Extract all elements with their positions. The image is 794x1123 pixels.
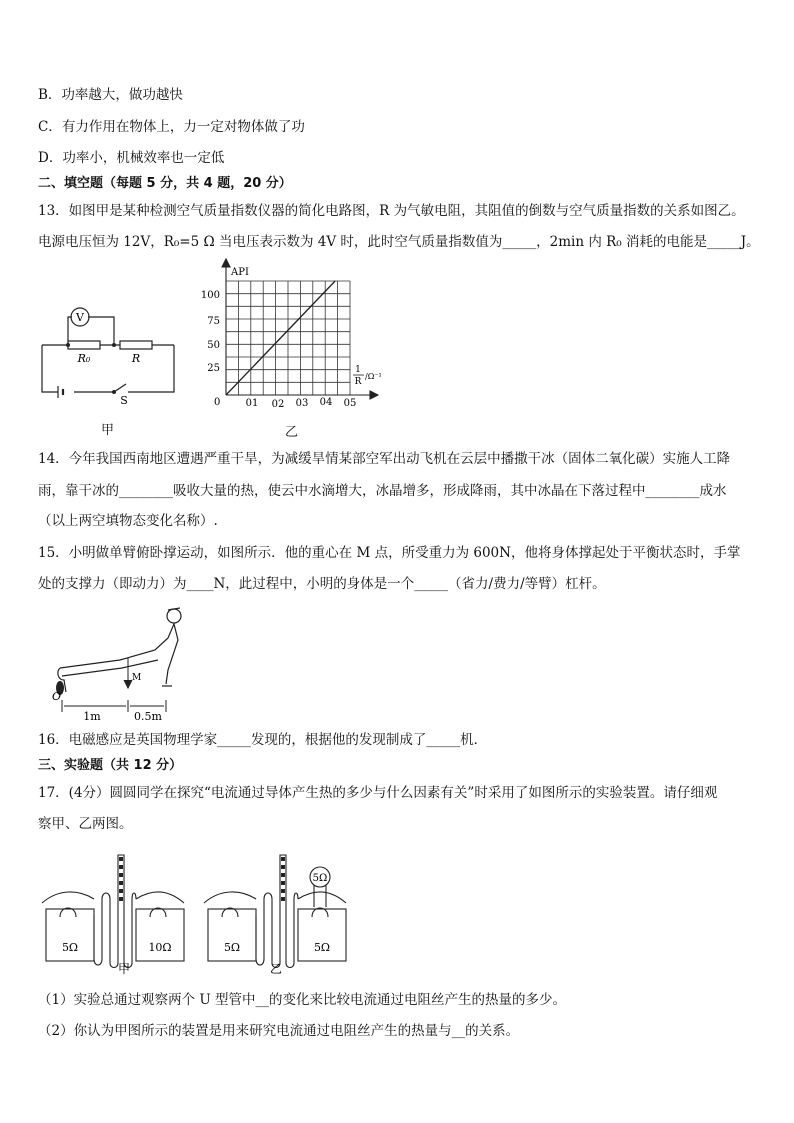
experiment-a-caption: 甲: [117, 962, 131, 976]
q17-line2: 察甲、乙两图。: [38, 816, 133, 832]
q14-line1: 14．今年我国西南地区遭遇严重干旱，为减缓旱情某部空军出动飞机在云层中播撒干冰（固体二氧化碳）实施人工降: [38, 451, 731, 467]
experiment-figure-b: [200, 845, 350, 980]
x-label-numerator: 1: [355, 365, 361, 375]
x-label-denominator: R: [354, 377, 362, 387]
graph-caption: 乙: [285, 425, 299, 440]
switch-label: S: [120, 394, 128, 407]
pushup-figure: [50, 600, 200, 720]
y-tick-100: 100: [200, 290, 220, 301]
q15-line2: 处的支撑力（即动力）为____N，此过程中，小明的身体是一个_____（省力/费力/等臂）杠杆。: [38, 576, 606, 592]
option-d: D．功率小，机械效率也一定低: [38, 150, 225, 166]
y-tick-50: 50: [207, 340, 220, 351]
experiment-figure-a: [38, 845, 188, 980]
option-c: C．有力作用在物体上，力一定对物体做了功: [38, 119, 305, 135]
y-tick-75: 75: [207, 316, 220, 327]
graph-grid: [226, 281, 350, 395]
y-axis-label: API: [231, 267, 249, 278]
q13-line1: 13．如图甲是某种检测空气质量指数仪器的简化电路图，R 为气敏电阻，其阻值的倒数与空气质量指数的关系如图乙。: [38, 203, 745, 219]
voltmeter-label: V: [76, 311, 84, 324]
center-label: M: [132, 673, 142, 683]
series-line: [226, 281, 335, 395]
pivot-label: O: [52, 690, 62, 703]
r-label: R: [131, 352, 141, 365]
circuit-caption: 甲: [101, 423, 115, 438]
section-experiment-heading: 三、实验题（共 12 分）: [38, 758, 183, 773]
resistor-b-left: 5Ω: [223, 941, 241, 954]
x-label-unit: /Ω⁻¹: [365, 372, 382, 381]
x-tick-01: 01: [245, 398, 259, 409]
resistor-b-extra: 5Ω: [312, 873, 328, 884]
option-b: B．功率越大，做功越快: [38, 87, 183, 103]
q17-line1: 17．(4分）圆圆同学在探究“电流通过导体产生热的多少与什么因素有关”时采用了如图所示的实验装置。请仔细观: [38, 785, 718, 801]
resistor-a-right: 10Ω: [148, 941, 172, 954]
x-tick-05: 05: [343, 398, 357, 409]
circuit-diagram: [38, 300, 178, 410]
q17-sub1: （1）实验总通过观察两个 U 型管中__的变化来比较电流通过电阻丝产生的热量的多少。: [38, 992, 567, 1008]
origin-label: 0: [214, 397, 221, 408]
resistor-a-left: 5Ω: [61, 941, 79, 954]
q14-line2: 雨，靠干冰的________吸收大量的热，使云中水滴增大，冰晶增多，形成降雨，其中冰晶在下落过程中________成水: [38, 483, 727, 499]
api-graph: [198, 255, 388, 415]
x-tick-02: 02: [271, 399, 285, 410]
x-tick-04: 04: [319, 397, 333, 408]
experiment-b-caption: 乙: [269, 962, 283, 976]
distance-1m: 1m: [83, 710, 101, 720]
q15-line1: 15．小明做单臂俯卧撑运动，如图所示．他的重心在 M 点，所受重力为 600N，他将身体撑起处于平衡状态时，手掌: [38, 545, 741, 561]
section-fill-in-heading: 二、填空题（每题 5 分，共 4 题，20 分）: [38, 176, 292, 191]
q14-line3: （以上两空填物态变化名称）.: [38, 513, 218, 529]
resistor-b-right: 5Ω: [313, 941, 331, 954]
q13-line2: 电源电压恒为 12V，R₀=5 Ω 当电压表示数为 4V 时，此时空气质量指数值为_____，2min 内 R₀ 消耗的电能是_____J。: [38, 234, 760, 250]
q16-text: 16．电磁感应是英国物理学家_____发现的，根据他的发现制成了_____机．: [38, 732, 488, 748]
r0-label: R₀: [77, 352, 91, 365]
y-tick-25: 25: [207, 363, 220, 374]
q17-sub2: （2）你认为甲图所示的装置是用来研究电流通过电阻丝产生的热量与__的关系。: [38, 1023, 520, 1039]
x-tick-03: 03: [295, 398, 309, 409]
distance-05m: 0.5m: [134, 710, 162, 720]
